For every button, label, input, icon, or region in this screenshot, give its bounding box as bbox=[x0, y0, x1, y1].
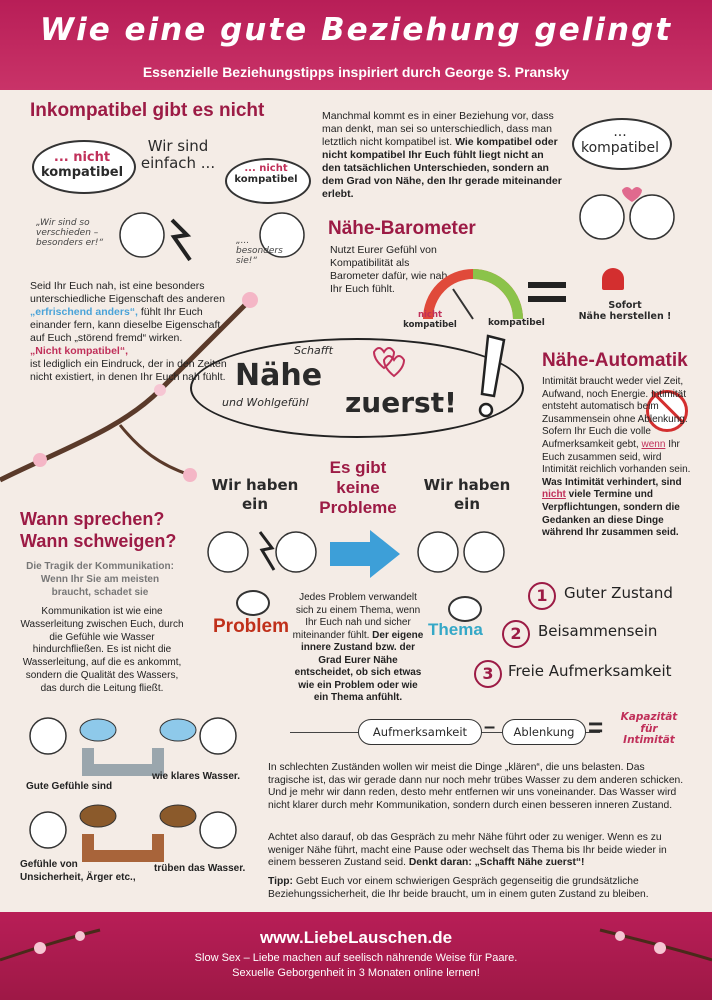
compat-bubble-line2: kompatibel bbox=[580, 140, 660, 156]
talk-heading-1: Wann sprechen? bbox=[20, 509, 165, 529]
barometer-label-left bbox=[400, 310, 460, 330]
flow-right-label bbox=[412, 476, 522, 514]
step-3-label: Freie Aufmerksamkeit bbox=[508, 662, 672, 680]
talk-tragik: Die Tragik der Kommunikation: Wenn Ihr Sie am meisten braucht, schadet sie bbox=[26, 561, 174, 598]
equation-equals: = bbox=[588, 712, 604, 742]
incompat-highlight-2: „Nicht kompatibel“, bbox=[30, 345, 129, 357]
footer-line-2: Sexuelle Geborgenheit in 3 Monaten online lernen! bbox=[232, 967, 480, 979]
automatik-heading: Nähe-Automatik bbox=[542, 350, 688, 371]
motto-schafft: Schafft bbox=[294, 344, 333, 357]
bottom-p2-bold: Denkt daran: „Schafft Nähe zuerst“! bbox=[408, 857, 585, 869]
incompat-heading: Inkompatibel gibt es nicht bbox=[30, 100, 265, 121]
page-title: Wie eine gute Beziehung gelingt bbox=[39, 12, 673, 48]
gear-icon-problem bbox=[236, 590, 270, 616]
bottom-tip bbox=[268, 876, 688, 901]
flow-text bbox=[292, 592, 424, 705]
bubble-left-text bbox=[32, 150, 132, 180]
flow-center-line2: keine bbox=[336, 478, 380, 497]
equation-result-2: für bbox=[640, 722, 658, 735]
bottom-tip-text: Gebt Euch vor einem schwierigen Gespräch gegenseitig die grundsätzliche Beziehungssicherheit, die Ihr beide braucht, um in einem guten Zustand zu bleiben. bbox=[268, 876, 649, 900]
bubble-right-text bbox=[225, 163, 307, 185]
bad-left-line1: Gefühle von bbox=[20, 859, 78, 870]
flow-text-plain: Jedes Problem verwandelt sich zu einem Thema, wenn Ihr Euch nah und sicher miteinander fühlt. bbox=[292, 592, 421, 641]
flow-left-label bbox=[200, 476, 310, 514]
bubble-left-line2: kompatibel bbox=[40, 165, 124, 180]
intro-text bbox=[322, 110, 562, 201]
motto-wohlgefuehl: und Wohlgefühl bbox=[222, 396, 309, 409]
automatik-nicht: nicht bbox=[542, 489, 566, 501]
equals-bottom bbox=[528, 296, 566, 302]
compat-bubble-text bbox=[572, 124, 668, 156]
alarm-line2: Nähe herstellen ! bbox=[578, 311, 672, 322]
flow-right-line1: Wir haben bbox=[423, 476, 511, 494]
step-1-label: Guter Zustand bbox=[564, 584, 673, 602]
bubble-right-line2: kompatibel bbox=[234, 174, 298, 185]
barometer-label-left-1: nicht bbox=[417, 310, 443, 320]
equation-result bbox=[606, 712, 692, 747]
flow-text-bold: Der eigene innere Zustand bzw. der Grad Eurer Nähe entscheidet, ob sich etwas wie ein Problem oder wie ein Thema anfühlt. bbox=[294, 629, 424, 703]
automatik-bold-1: Was Intimität verhindert, sind bbox=[542, 476, 682, 488]
problem-label: Problem bbox=[213, 616, 290, 637]
equals-top bbox=[528, 282, 566, 288]
automatik-wenn: wenn bbox=[641, 438, 666, 450]
incompat-text-1: Seid Ihr Euch nah, ist eine besonders unterschiedliche Eigenschaft des anderen bbox=[30, 280, 225, 305]
automatik-text bbox=[542, 376, 692, 540]
alarm-line1: Sofort bbox=[608, 300, 642, 311]
bad-left bbox=[20, 858, 136, 884]
flow-center-line3: Probleme bbox=[319, 498, 397, 517]
bottom-paragraph-2 bbox=[268, 832, 688, 870]
bottom-tip-label: Tipp: bbox=[268, 876, 293, 887]
quote-left: „Wir sind so verschieden – besonders er!“ bbox=[36, 218, 104, 248]
step-3-number: 3 bbox=[474, 660, 502, 688]
automatik-text-1: Intimität braucht weder viel Zeit, Aufwand, noch Energie. Intimität entsteht automatisch beim Zusammensein ohne Ablenkung. Sofern Ihr Euch die volle Aufmerksamkeit gebt, bbox=[542, 376, 688, 450]
gear-icon-thema bbox=[448, 596, 482, 622]
footer-url[interactable]: www.LiebeLauschen.de bbox=[259, 928, 453, 947]
talk-heading-2: Wann schweigen? bbox=[20, 531, 177, 551]
barometer-text: Nutzt Eurer Gefühl von Kompatibilität als Barometer dafür, wie nah Ihr Euch fühlt. bbox=[330, 244, 448, 295]
equation-distraction: Ablenkung bbox=[502, 719, 586, 745]
flow-center-line1: Es gibt bbox=[329, 458, 387, 477]
equation-minus: – bbox=[484, 716, 496, 738]
quote-right: „... besonders sie!“ bbox=[236, 236, 283, 266]
bad-left-line2: Unsicherheit, Ärger etc., bbox=[20, 872, 136, 883]
bottom-p2-plain: Achtet also darauf, ob das Gespräch zu mehr Nähe führt oder zu weniger. Wenn es zu weniger Nähe führt, macht eine Pause oder wechselt das Thema bis Ihr beide wieder in einem besseren Zustand seid. bbox=[268, 832, 667, 869]
motto-naehe: Nähe bbox=[235, 358, 323, 393]
talk-text: Kommunikation ist wie eine Wasserleitung zwischen Euch, durch die Gefühle wie Wasser hindurchfließen. Es ist nicht die Wasserleitung, auf die es ankommt, sondern die Qualität des Wassers, das durch die Leitung fließt. bbox=[20, 606, 184, 694]
step-2-label: Beisammensein bbox=[538, 622, 658, 640]
incompat-highlight-1: „erfrischend anders“, bbox=[30, 306, 138, 318]
thought-text: Wir sind einfach ... bbox=[140, 137, 216, 172]
incompat-text-3: ist lediglich ein Eindruck, der in den Zeiten nicht existiert, in denen Ihr Euch nah fühlt. bbox=[30, 358, 227, 383]
flow-left-line2: ein bbox=[242, 495, 268, 513]
bubble-left-line1: ... nicht bbox=[53, 150, 111, 165]
incompat-text-2: fühlt Ihr Euch einander fern, kann dieselbe Eigenschaft auf Euch „störend fremd“ wirken. bbox=[30, 306, 221, 344]
incompat-text bbox=[30, 280, 230, 384]
talk-heading bbox=[20, 508, 176, 552]
equation-result-1: Kapazität bbox=[620, 711, 678, 723]
kissing-couple-illustration bbox=[572, 185, 682, 250]
barometer-label-left-2: kompatibel bbox=[403, 320, 457, 330]
alarm-text bbox=[570, 300, 680, 322]
barometer-label-right: kompatibel bbox=[488, 318, 545, 328]
good-right: wie klares Wasser. bbox=[152, 771, 241, 782]
motto-zuerst: zuerst! bbox=[345, 386, 457, 419]
step-2-number: 2 bbox=[502, 620, 530, 648]
good-left: Gute Gefühle sind bbox=[26, 781, 113, 792]
exclamation-icon bbox=[468, 332, 512, 422]
equation-result-3: Intimität bbox=[623, 734, 675, 746]
intro-text-bold: Wie kompatibel oder nicht kompatibel Ihr Euch fühlt liegt nicht an den tatsächlichen Unterschieden, sondern an dem Grad von Nähe, den Ihr gerade miteinander erlebt. bbox=[322, 136, 562, 200]
equation-attention: Aufmerksamkeit bbox=[358, 719, 482, 745]
compat-bubble-line1: ... bbox=[613, 124, 627, 140]
bottom-paragraph-1: In schlechten Zuständen wollen wir meist die Dinge „klären“, die uns belasten. Das tragische ist, das wir gerade dann nur noch mehr trübes Wasser zu dem anderen schicken. Und je mehr wir dann reden, desto mehr entfernen wir uns voneinander. Das Wasser wird nicht klarer durch mehr Kommunikation, sondern durch einen besseren inneren Zustand. bbox=[268, 762, 684, 811]
flow-right-line2: ein bbox=[454, 495, 480, 513]
intro-text-plain: Manchmal kommt es in einer Beziehung vor, dass man denkt, man sei so unterschiedlich, dass man letztlich nicht kompatibel ist. bbox=[322, 110, 554, 148]
flow-center-label bbox=[308, 458, 408, 518]
automatik-text-2: Ihr Euch zusammen seid, wird Intimität reichlich vorhanden sein. bbox=[542, 438, 691, 476]
automatik-bold-2: viele Termine und Verpflichtungen, sondern die Gedanken an diese Dinge während Ihr zusammen seid. bbox=[542, 489, 680, 539]
barometer-heading: Nähe-Barometer bbox=[328, 218, 476, 239]
footer-line-1: Slow Sex – Liebe machen auf seelisch nährende Weise für Paare. bbox=[194, 952, 518, 964]
double-heart-icon bbox=[360, 340, 410, 380]
flow-left-line1: Wir haben bbox=[211, 476, 299, 494]
bad-right: trüben das Wasser. bbox=[154, 863, 246, 874]
alarm-light-icon bbox=[602, 268, 624, 290]
page-subtitle: Essenzielle Beziehungstipps inspiriert durch George S. Pransky bbox=[142, 64, 570, 80]
step-1-number: 1 bbox=[528, 582, 556, 610]
thema-label: Thema bbox=[428, 620, 483, 639]
bubble-right-line1: ... nicht bbox=[244, 163, 288, 174]
flow-illustration bbox=[200, 518, 530, 586]
